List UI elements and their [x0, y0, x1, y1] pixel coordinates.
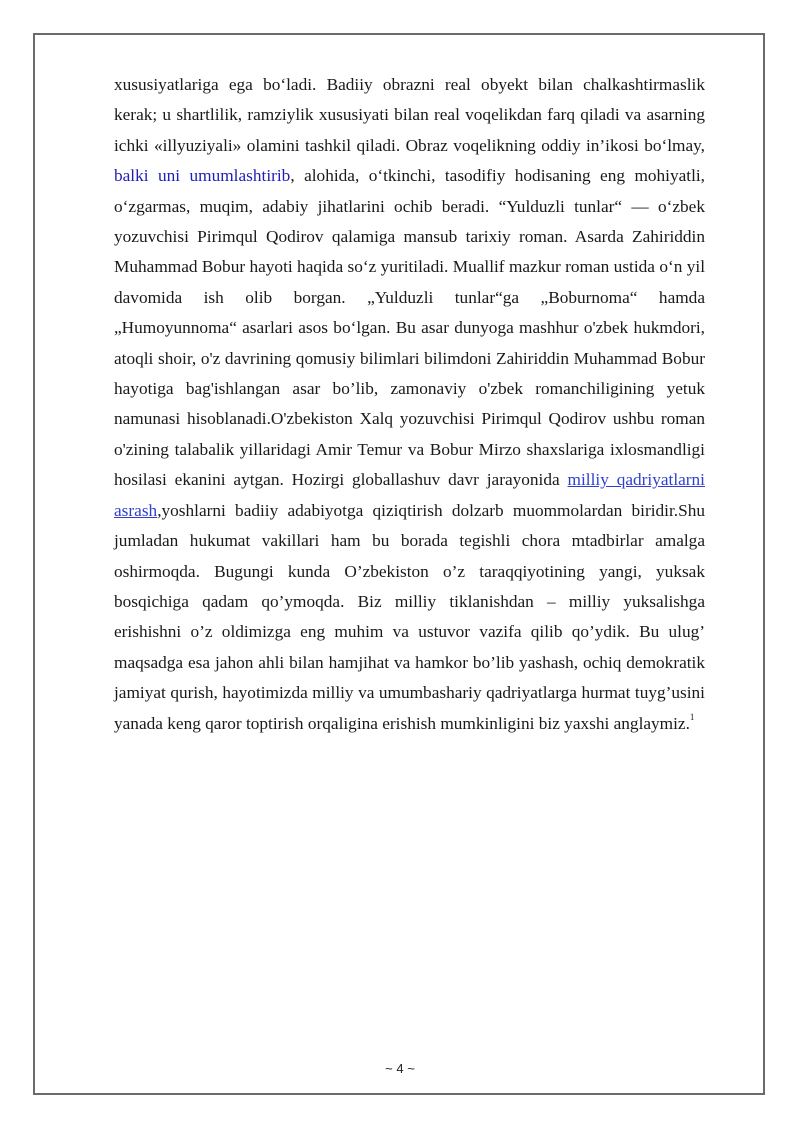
paragraph-text-part-2: , alohida, o‘tkinchi, tasodifiy hodisaning eng mohiyatli, o‘zgarmas, muqim, adabiy jihatlarini ochib beradi. “Yulduzli tunlar“ — o‘zbek yozuvchisi Pirimqul Qodirov qalamiga mansub tarixiy roman. Asarda Zahiriddin Muhammad Bobur hayoti haqida so‘z yuritiladi. Muallif mazkur roman ustida o‘n yil davomida ish olib borgan. „Yulduzli tunlar“ga „Boburnoma“ hamda „Humoyunnoma“ asarlari asos bo‘lgan. Bu asar dunyoga mashhur o'zbek hukmdori, atoqli shoir, o'z davrining qomusiy bilimlari bilimdoni Zahiriddin Muhammad Bobur hayotiga bag'ishlangan asar bo’lib, zamonaviy o'zbek romanchiligining yetuk namunasi hisoblanadi.O'zbekiston Xalq yozuvchisi Pirimqul Qodirov ushbu roman o'zining talabalik yillaridagi Amir Temur va Bobur Mirzo shaxslariga ixlosmandligi hosilasi ekanini aytgan. Hozirgi globallashuv davr jarayonida — [114, 166, 705, 490]
highlighted-phrase: balki uni umumlashtirib — [114, 166, 291, 186]
main-paragraph — [114, 70, 705, 739]
footnote-marker[interactable]: 1 — [689, 711, 695, 722]
hyperlink-milliy-qadriyatlar[interactable]: milliy qadriyatlarni asrash — [114, 470, 705, 520]
paragraph-text-part-3: ,yoshlarni badiiy adabiyotga qiziqtirish dolzarb muommolardan biridir.Shu jumladan hukumat vakillari ham bu borada tegishli chora mtadbirlar amalga oshirmoqda. Bugungi kunda O’zbekiston o’z taraqqiyotining yangi, yuksak bosqichiga qadam qo’ymoqda. Biz milliy tiklanishdan – milliy yuksalishga erishishni o’z oldimizga eng muhim va ustuvor vazifa qilib qo’ydik. Bu ulug’ maqsadga esa jahon ahli bilan hamjihat va hamkor bo’lib yashash, ochiq demokratik jamiyat qurish, hayotimizda milliy va umumbashariy qadriyatlarga hurmat tuyg’usini yanada keng qaror toptirish orqaligina erishish mumkinligini biz yaxshi anglaymiz. — [114, 500, 705, 733]
document-body — [114, 70, 705, 739]
page-number: ~ 4 ~ — [385, 1061, 415, 1076]
paragraph-text-part-1: xususiyatlariga ega bo‘ladi. Badiiy obrazni real obyekt bilan chalkashtirmaslik kerak; u shartlilik, ramziylik xususiyati bilan real voqelikdan farq qiladi va asarning ichki «illyuziyali» olamini tashkil qiladi. Obraz voqelikning oddiy in’ikosi bo‘lmay, — [114, 75, 705, 155]
